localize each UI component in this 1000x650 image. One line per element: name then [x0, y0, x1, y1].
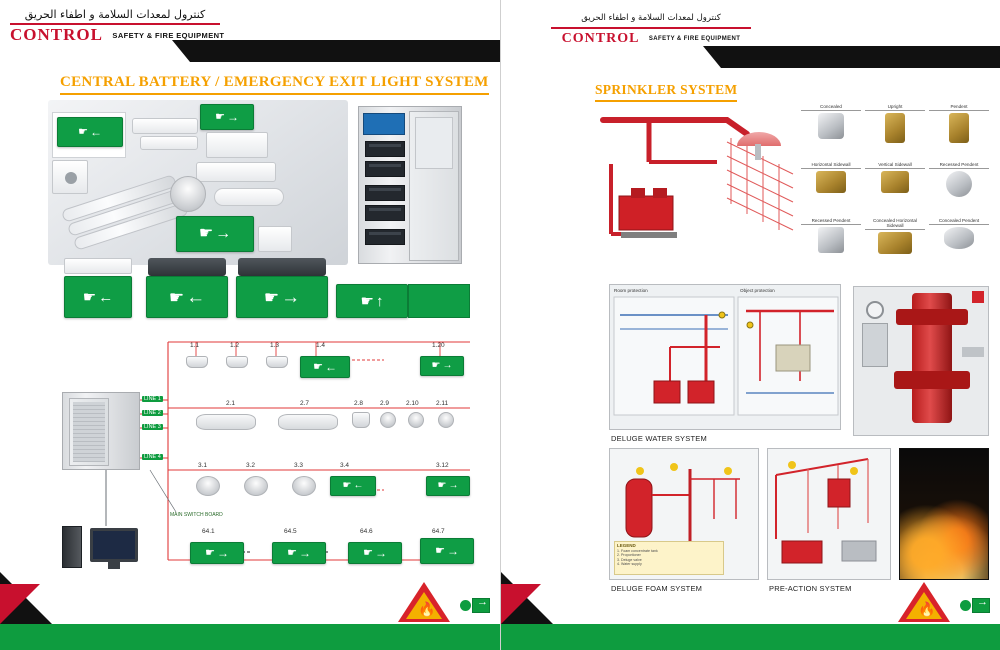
- photo-exit-sign-small: [200, 104, 254, 130]
- running-man-icon: ☛: [78, 125, 88, 138]
- foam-legend: [614, 541, 724, 575]
- header-black-bar: [190, 40, 500, 62]
- photo-exit-sign-panel: [52, 112, 126, 158]
- fire-hazard-badge-right: 🔥: [898, 576, 954, 622]
- device-64-6: ☛ →: [348, 542, 402, 564]
- legend-row-2: 3. Deluge valve: [617, 557, 642, 562]
- label-3-1: 3.1: [198, 462, 208, 469]
- exit-badge: [460, 596, 490, 620]
- figure-fire-photo: [899, 448, 989, 580]
- deluge-label-left: Room protection: [614, 288, 648, 293]
- label-3-4: 3.4: [340, 462, 350, 469]
- device-3-3: [292, 476, 316, 496]
- figure-deluge-water: [609, 284, 841, 430]
- arrow-right-icon: →: [226, 110, 239, 124]
- schematic-note: MAIN SWITCH BOARD: [170, 512, 223, 518]
- photo-exit-sign-row-3: [236, 276, 328, 318]
- figure-caption-pre-action: PRE-ACTION SYSTEM: [769, 584, 852, 593]
- device-1-4: ☛ ←: [300, 356, 350, 378]
- sprinkler-head-grid: [801, 104, 991, 268]
- label-1-20: 1.20: [432, 342, 445, 349]
- figure-caption-deluge-water: DELUGE WATER SYSTEM: [611, 434, 707, 443]
- running-man-icon-7: ☛: [360, 292, 374, 310]
- arrow-right-icon-3: →: [281, 286, 301, 308]
- photo-sign-housing-3: [238, 258, 326, 276]
- photo-exit-sign-row-1: [64, 276, 132, 318]
- device-3-1: [196, 476, 220, 496]
- figure-deluge-valve-photo: [853, 286, 989, 436]
- label-3-3: 3.3: [294, 462, 304, 469]
- sprinkler-caption-0-2: Pendent: [929, 104, 989, 111]
- brand-tagline-right: SAFETY & FIRE EQUIPMENT: [648, 36, 741, 42]
- running-man-icon-4: ☛: [82, 288, 97, 306]
- device-3-12: ☛ →: [426, 476, 470, 496]
- brand-arabic-right: كنترول لمعدات السلامة و اطفاء الحريق: [581, 13, 721, 23]
- arrow-left-icon: ←: [89, 125, 102, 139]
- line-label-1: LINE 1: [144, 396, 161, 402]
- riser-diagram: [597, 104, 797, 274]
- brand-name: CONTROL: [10, 25, 103, 44]
- left-band-green: [0, 624, 500, 650]
- device-3-4: ☛ ←: [330, 476, 376, 496]
- sprinkler-caption-1-2: Recessed Pendent: [929, 162, 989, 169]
- system-schematic: [0, 330, 500, 600]
- figure-pre-action: [767, 448, 891, 580]
- pre-action-piping: [768, 449, 892, 581]
- device-1-20: ☛ →: [420, 356, 464, 376]
- line-label-3: LINE 3: [144, 424, 161, 430]
- label-1-3: 1.3: [270, 342, 280, 349]
- cabinet-controller: [363, 113, 405, 135]
- schematic-pc-tower: [62, 526, 82, 568]
- sprinkler-caption-2-2: Concealed Pendent: [929, 218, 989, 225]
- device-2-10: [408, 412, 424, 428]
- photo-exit-sign-row-2: [146, 276, 228, 318]
- left-page-title: CENTRAL BATTERY / EMERGENCY EXIT LIGHT SYSTEM: [60, 74, 489, 95]
- photo-driver-box: [258, 226, 292, 252]
- header-black-bar-right: [721, 46, 1000, 68]
- sprinkler-head-0-1: [885, 113, 905, 143]
- device-2-9: [380, 412, 396, 428]
- fire-hazard-badge: 🔥: [398, 576, 454, 622]
- pressure-gauge-icon: [866, 301, 884, 319]
- right-corner-red: [501, 584, 541, 624]
- figure-caption-deluge-foam: DELUGE FOAM SYSTEM: [611, 584, 703, 593]
- sprinkler-caption-0-0: Concealed: [801, 104, 861, 111]
- exit-badge-right: [960, 596, 990, 620]
- running-man-icon-3: ☛: [198, 225, 214, 242]
- label-1-1: 1.1: [190, 342, 200, 349]
- right-page-title: SPRINKLER SYSTEM: [595, 82, 737, 102]
- arrow-left-icon-2: ←: [98, 288, 114, 306]
- line-label-4: LINE 4: [144, 454, 161, 460]
- monitor-stand: [108, 562, 120, 569]
- schematic-monitor: [90, 528, 138, 562]
- brand-logo: [10, 8, 225, 44]
- sprinkler-caption-1-0: Horizontal Sidewall: [801, 162, 861, 169]
- schematic-control-panel: [62, 392, 140, 470]
- sprinkler-head-0-2: [949, 113, 969, 143]
- sprinkler-head-1-1: [881, 171, 909, 193]
- photo-slim-luminaire: [206, 132, 268, 158]
- brand-rule-right: [551, 27, 751, 29]
- label-3-12: 3.12: [436, 462, 449, 469]
- device-3-2: [244, 476, 268, 496]
- deluge-label-right: Object protection: [740, 288, 775, 293]
- label-64-6: 64.6: [360, 528, 373, 535]
- running-man-icon-5: ☛: [168, 287, 185, 307]
- label-64-5: 64.5: [284, 528, 297, 535]
- device-1-1: [186, 356, 208, 368]
- photo-batten-1: [132, 118, 198, 134]
- label-3-2: 3.2: [246, 462, 256, 469]
- device-2-11: [438, 412, 454, 428]
- label-2-1: 2.1: [226, 400, 236, 407]
- brand-logo-right: [551, 12, 751, 48]
- label-64-7: 64.7: [432, 528, 445, 535]
- sprinkler-head-1-2: [946, 171, 972, 197]
- valve-flange-top: [896, 309, 968, 325]
- device-64-1: ☛ →: [190, 542, 244, 564]
- valve-outlet: [962, 347, 984, 357]
- riser-piping: [597, 104, 797, 274]
- sprinkler-head-2-2: [944, 227, 974, 249]
- device-1-2: [226, 356, 248, 368]
- label-2-8: 2.8: [354, 400, 364, 407]
- label-2-7: 2.7: [300, 400, 310, 407]
- label-1-2: 1.2: [230, 342, 240, 349]
- photo-batten-2: [140, 136, 198, 150]
- brand-name-right: CONTROL: [561, 31, 640, 46]
- device-1-3: [266, 356, 288, 368]
- sprinkler-caption-1-1: Vertical Sidewall: [865, 162, 925, 169]
- photo-exit-sign-large: [176, 216, 254, 252]
- legend-row-1: 2. Proportioner: [617, 553, 641, 558]
- photo-sign-housing-2: [148, 258, 226, 276]
- photo-exit-sign-row-4: [336, 284, 408, 318]
- photo-twin-spot: [214, 188, 284, 206]
- arrow-up-icon: ↑: [375, 292, 384, 310]
- label-2-9: 2.9: [380, 400, 390, 407]
- label-2-10: 2.10: [406, 400, 419, 407]
- left-page-header: [0, 0, 500, 62]
- label-1-4: 1.4: [316, 342, 326, 349]
- sprinkler-head-1-0: [816, 171, 846, 193]
- left-corner-red: [0, 584, 40, 624]
- running-man-icon-6: ☛: [263, 287, 280, 307]
- figure-deluge-foam: [609, 448, 759, 580]
- photo-ceiling-downlight: [170, 176, 206, 212]
- arrow-right-icon-2: →: [215, 225, 232, 242]
- valve-flange-bottom: [894, 371, 970, 389]
- sprinkler-head-2-0: [818, 227, 844, 253]
- device-2-8: [352, 412, 370, 428]
- brand-arabic: كنترول لمعدات السلامة و اطفاء الحريق: [24, 8, 206, 21]
- legend-row-3: 4. Water supply: [617, 562, 642, 567]
- legend-title: LEGEND: [617, 543, 636, 548]
- sprinkler-head-0-0: [818, 113, 844, 139]
- photo-central-battery-cabinet: [358, 106, 462, 264]
- legend-row-0: 1. Foam concentrate tank: [617, 549, 658, 553]
- right-page-header: [501, 0, 1000, 62]
- right-page: [500, 0, 1000, 650]
- sprinkler-caption-2-1: Concealed Horizontal Sidewall: [865, 218, 925, 230]
- device-64-5: ☛ →: [272, 542, 326, 564]
- sprinkler-caption-0-1: Upright: [865, 104, 925, 111]
- sprinkler-caption-2-0: Recessed Pendent: [801, 218, 861, 225]
- photo-exit-sign-row-5: [408, 284, 470, 318]
- device-2-1: [196, 414, 256, 430]
- running-man-icon-2: ☛: [215, 110, 225, 123]
- arrow-left-icon-3: ←: [186, 286, 206, 308]
- photo-corner-tab: [972, 291, 984, 303]
- deluge-water-piping: [610, 285, 842, 431]
- right-band-green: [501, 624, 1000, 650]
- photo-emergency-bulkhead: [196, 162, 276, 182]
- device-64-7: ☛ →: [420, 538, 474, 564]
- brand-tagline: SAFETY & FIRE EQUIPMENT: [112, 30, 225, 40]
- label-64-1: 64.1: [202, 528, 215, 535]
- label-2-11: 2.11: [436, 400, 449, 407]
- line-label-2: LINE 2: [144, 410, 161, 416]
- sprinkler-head-2-1: [878, 232, 912, 254]
- photo-wall-box: [52, 160, 88, 194]
- device-2-7: [278, 414, 338, 430]
- photo-sign-mount-1: [64, 258, 132, 274]
- valve-trim-box: [862, 323, 888, 367]
